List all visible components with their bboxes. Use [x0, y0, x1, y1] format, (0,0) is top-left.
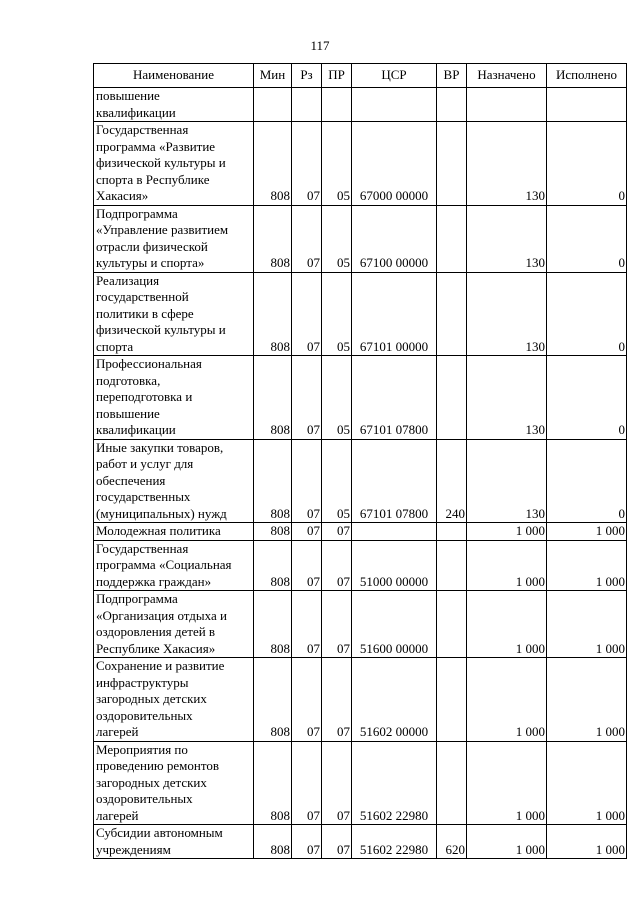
row-rz-cell: 07 — [292, 741, 322, 825]
row-executed-cell: 0 — [547, 439, 627, 523]
row-rz-cell: 07 — [292, 658, 322, 742]
row-csr-cell: 51000 00000 — [352, 540, 437, 591]
row-name-cell: Иные закупки товаров, работ и услуг для обеспечения государственных (муниципальных) нужд — [94, 439, 254, 523]
row-pr-cell: 05 — [322, 122, 352, 206]
row-min-cell: 808 — [254, 272, 292, 356]
row-vr-cell: 240 — [437, 439, 467, 523]
row-assigned-cell: 130 — [467, 272, 547, 356]
row-min-cell — [254, 88, 292, 122]
table-row — [94, 591, 627, 658]
header-rz: Рз — [292, 64, 322, 88]
row-min-cell: 808 — [254, 205, 292, 272]
row-vr-cell — [437, 356, 467, 440]
table-row — [94, 825, 627, 859]
row-pr-cell: 07 — [322, 658, 352, 742]
row-pr-cell: 07 — [322, 540, 352, 591]
row-csr-cell: 51602 22980 — [352, 741, 437, 825]
table-body — [94, 88, 627, 859]
row-name-cell: Реализация государственной политики в сфере физической культуры и спорта — [94, 272, 254, 356]
row-pr-cell: 07 — [322, 825, 352, 859]
row-executed-cell: 1 000 — [547, 825, 627, 859]
row-rz-cell: 07 — [292, 540, 322, 591]
table-row — [94, 272, 627, 356]
row-rz-cell: 07 — [292, 122, 322, 206]
row-executed-cell: 0 — [547, 356, 627, 440]
row-assigned-cell: 1 000 — [467, 658, 547, 742]
row-csr-cell: 67100 00000 — [352, 205, 437, 272]
row-vr-cell — [437, 591, 467, 658]
table-header-row — [94, 64, 627, 88]
row-pr-cell: 05 — [322, 205, 352, 272]
row-name-cell: Подпрограмма «Организация отдыха и оздоровления детей в Республике Хакасия» — [94, 591, 254, 658]
row-min-cell: 808 — [254, 356, 292, 440]
table-row — [94, 122, 627, 206]
row-assigned-cell: 1 000 — [467, 825, 547, 859]
header-name: Наименование — [94, 64, 254, 88]
budget-table — [93, 63, 627, 859]
row-vr-cell — [437, 741, 467, 825]
row-vr-cell — [437, 205, 467, 272]
row-name-cell: Подпрограмма «Управление развитием отрасли физической культуры и спорта» — [94, 205, 254, 272]
row-assigned-cell — [467, 88, 547, 122]
header-min: Мин — [254, 64, 292, 88]
row-pr-cell — [322, 88, 352, 122]
table-row — [94, 88, 627, 122]
row-pr-cell: 05 — [322, 272, 352, 356]
header-assigned: Назначено — [467, 64, 547, 88]
row-csr-cell — [352, 523, 437, 541]
row-vr-cell: 620 — [437, 825, 467, 859]
row-executed-cell — [547, 88, 627, 122]
row-pr-cell: 05 — [322, 439, 352, 523]
row-rz-cell: 07 — [292, 205, 322, 272]
row-min-cell: 808 — [254, 741, 292, 825]
row-min-cell: 808 — [254, 523, 292, 541]
row-rz-cell: 07 — [292, 439, 322, 523]
table-row — [94, 658, 627, 742]
row-name-cell: Государственная программа «Социальная поддержка граждан» — [94, 540, 254, 591]
row-csr-cell: 67000 00000 — [352, 122, 437, 206]
row-executed-cell: 1 000 — [547, 540, 627, 591]
row-name-cell: Государственная программа «Развитие физической культуры и спорта в Республике Хакасия» — [94, 122, 254, 206]
row-name-cell: Мероприятия по проведению ремонтов загородных детских оздоровительных лагерей — [94, 741, 254, 825]
row-vr-cell — [437, 122, 467, 206]
row-vr-cell — [437, 272, 467, 356]
row-assigned-cell: 130 — [467, 356, 547, 440]
row-min-cell: 808 — [254, 825, 292, 859]
row-executed-cell: 1 000 — [547, 591, 627, 658]
row-vr-cell — [437, 88, 467, 122]
row-assigned-cell: 130 — [467, 122, 547, 206]
row-rz-cell: 07 — [292, 272, 322, 356]
row-rz-cell: 07 — [292, 825, 322, 859]
table-row — [94, 356, 627, 440]
page-number: 117 — [310, 38, 330, 53]
row-assigned-cell: 130 — [467, 205, 547, 272]
header-pr: ПР — [322, 64, 352, 88]
row-assigned-cell: 1 000 — [467, 741, 547, 825]
row-csr-cell — [352, 88, 437, 122]
row-pr-cell: 07 — [322, 523, 352, 541]
row-csr-cell: 67101 07800 — [352, 356, 437, 440]
row-csr-cell: 67101 00000 — [352, 272, 437, 356]
row-name-cell: Сохранение и развитие инфраструктуры загородных детских оздоровительных лагерей — [94, 658, 254, 742]
row-executed-cell: 1 000 — [547, 523, 627, 541]
row-name-cell: повышение квалификации — [94, 88, 254, 122]
row-name-cell: Молодежная политика — [94, 523, 254, 541]
row-name-cell: Профессиональная подготовка, переподготовка и повышение квалификации — [94, 356, 254, 440]
row-rz-cell: 07 — [292, 523, 322, 541]
row-executed-cell: 0 — [547, 272, 627, 356]
row-vr-cell — [437, 540, 467, 591]
row-csr-cell: 51602 22980 — [352, 825, 437, 859]
header-vr: ВР — [437, 64, 467, 88]
row-min-cell: 808 — [254, 658, 292, 742]
row-csr-cell: 67101 07800 — [352, 439, 437, 523]
row-vr-cell — [437, 658, 467, 742]
row-rz-cell — [292, 88, 322, 122]
row-pr-cell: 07 — [322, 591, 352, 658]
header-csr: ЦСР — [352, 64, 437, 88]
row-min-cell: 808 — [254, 439, 292, 523]
table-row — [94, 523, 627, 541]
row-min-cell: 808 — [254, 540, 292, 591]
row-rz-cell: 07 — [292, 591, 322, 658]
row-name-cell: Субсидии автономным учреждениям — [94, 825, 254, 859]
row-pr-cell: 05 — [322, 356, 352, 440]
row-min-cell: 808 — [254, 591, 292, 658]
row-executed-cell: 0 — [547, 205, 627, 272]
table-row — [94, 205, 627, 272]
table-row — [94, 439, 627, 523]
row-assigned-cell: 1 000 — [467, 591, 547, 658]
row-rz-cell: 07 — [292, 356, 322, 440]
header-executed: Исполнено — [547, 64, 627, 88]
row-executed-cell: 1 000 — [547, 658, 627, 742]
row-pr-cell: 07 — [322, 741, 352, 825]
row-executed-cell: 1 000 — [547, 741, 627, 825]
row-min-cell: 808 — [254, 122, 292, 206]
row-assigned-cell: 1 000 — [467, 540, 547, 591]
row-csr-cell: 51602 00000 — [352, 658, 437, 742]
row-vr-cell — [437, 523, 467, 541]
row-csr-cell: 51600 00000 — [352, 591, 437, 658]
row-assigned-cell: 130 — [467, 439, 547, 523]
table-row — [94, 741, 627, 825]
row-executed-cell: 0 — [547, 122, 627, 206]
row-assigned-cell: 1 000 — [467, 523, 547, 541]
table-row — [94, 540, 627, 591]
